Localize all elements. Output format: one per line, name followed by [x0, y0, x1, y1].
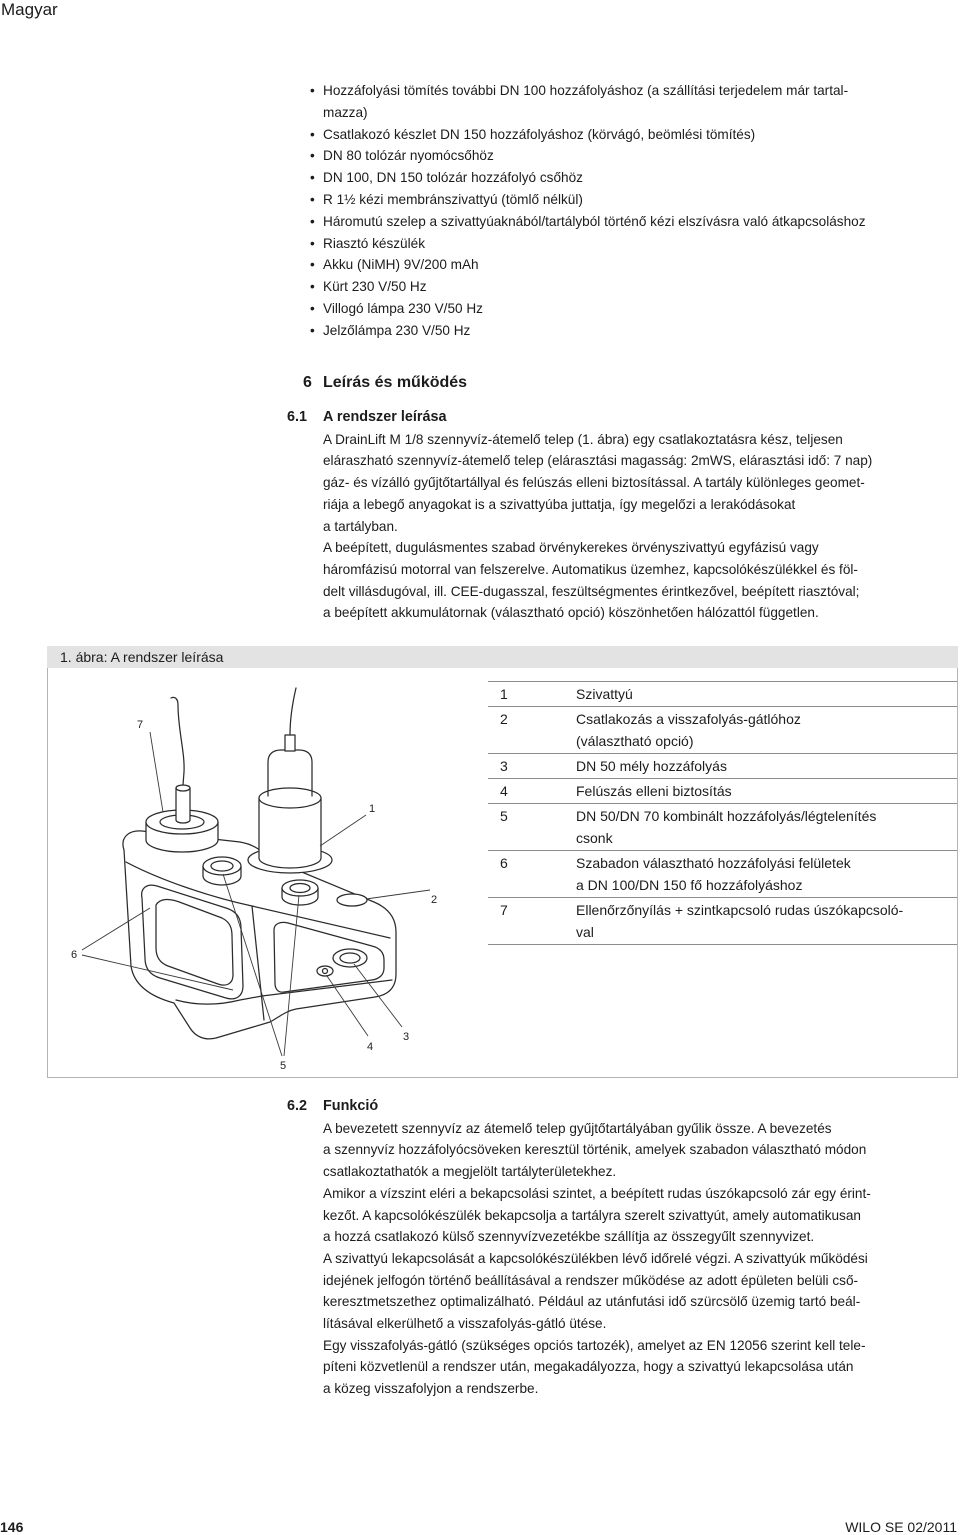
section-6-1	[287, 407, 957, 624]
callout-line-1	[320, 815, 366, 846]
legend-number: 1	[500, 686, 508, 702]
figure-caption-bar	[47, 646, 958, 668]
callout-1: 1	[369, 803, 376, 815]
callout-line-7	[150, 732, 163, 812]
legend-text	[576, 779, 957, 803]
paragraph-line: píteni közvetlenül a rendszer után, megakadályozza, hogy a szivattyú lekapcsolása után	[323, 1359, 854, 1375]
legend-text	[576, 754, 957, 778]
paragraph-line: riája a lebegő anyagokat is a szivattyúba juttatja, így megelőzi a lerakódásokat	[323, 496, 796, 512]
paragraph-line: kezőt. A kapcsolókészülék bekapcsolja a tartályra szerelt szivattyút, amely automatikusan	[323, 1207, 861, 1223]
legend-line: Felúszás elleni biztosítás	[576, 783, 732, 799]
list-item: • Hozzáfolyási tömítés további DN 100 hozzáfolyáshoz (a szállítási terjedelem már tartal-	[310, 80, 955, 102]
list-item-continuation: mazza)	[323, 104, 368, 120]
paragraph-line: a tartályban.	[323, 518, 398, 534]
list-item: • Riasztó készülék	[310, 233, 955, 255]
legend-row	[488, 778, 957, 803]
legend-row	[488, 681, 957, 706]
list-item: • R 1½ kézi membránszivattyú (tömlő nélkül)	[310, 189, 955, 211]
figure-caption: 1. ábra: A rendszer leírása	[60, 649, 224, 665]
paragraph-line: idejének jelfogón történő beállításával a rendszer működése az adott épületen belüli cső-	[323, 1272, 859, 1288]
paragraph-line: a szennyvíz hozzáfolyócsöveken keresztül történik, amelyek szabadon választható módon	[323, 1142, 867, 1158]
legend-number: 3	[500, 758, 508, 774]
paragraph-line: A bevezetett szennyvíz az átemelő telep gyűjtőtartályában gyűlik össze. A bevezetés	[323, 1120, 832, 1136]
check-valve-connection	[337, 894, 367, 906]
callout-6: 6	[71, 949, 78, 961]
accessories-list	[310, 80, 957, 342]
legend-line: a DN 100/DN 150 fő hozzáfolyáshoz	[576, 877, 803, 893]
list-item: • Kürt 230 V/50 Hz	[310, 276, 955, 298]
paragraph-line: keresztmetszethez optimalizálható. Például az utánfutási idő szürcsölő üzemig tartó beál-	[323, 1294, 861, 1310]
list-item: • Akku (NiMH) 9V/200 mAh	[310, 254, 955, 276]
legend-number: 7	[500, 902, 508, 918]
subsection-title: Funkció	[323, 1098, 379, 1114]
subsection-heading	[287, 407, 957, 429]
section-number: 6	[303, 374, 312, 391]
paragraph-line: háromfázisú motorral van felszerelve. Automatikus üzemhez, kapcsolókészülékkel és föl-	[323, 561, 858, 577]
figure-legend	[488, 681, 957, 945]
callout-4: 4	[367, 1041, 374, 1053]
legend-text	[576, 682, 957, 706]
legend-line: Csatlakozás a visszafolyás-gátlóhoz	[576, 711, 801, 727]
paragraph-line: A beépített, dugulásmentes szabad örvénykerekes örvényszivattyú egyfázisú vagy	[323, 540, 819, 556]
section-6-2	[287, 1096, 957, 1400]
publisher-edition: WILO SE 02/2011	[845, 1519, 957, 1535]
inlet-socket-right	[282, 880, 318, 896]
legend-line: Szivattyú	[576, 686, 633, 702]
system-illustration	[47, 678, 488, 1078]
section-title: Leírás és működés	[323, 374, 468, 391]
callout-line-2	[366, 890, 430, 899]
paragraph-line: gáz- és vízálló gyűjtőtartállyal és felúszás elleni biztosítással. A tartály különleges geomet-	[323, 475, 865, 491]
float-switch-cable	[171, 697, 184, 785]
deep-inlet	[333, 949, 367, 967]
anti-float-fixing	[317, 966, 333, 976]
page-number: 146	[0, 1519, 24, 1535]
legend-number: 2	[500, 711, 508, 727]
subsection-heading	[287, 1096, 957, 1118]
paragraph-line: a közeg visszafolyjon a rendszerbe.	[323, 1381, 539, 1397]
section-heading-6	[303, 372, 468, 394]
list-item: • Csatlakozó készlet DN 150 hozzáfolyáshoz (körvágó, beömlési tömítés)	[310, 124, 955, 146]
legend-line: DN 50/DN 70 kombinált hozzáfolyás/légtelenítés	[576, 808, 877, 824]
paragraph-line: csatlakoztathatók a megjelölt tartályterületekhez.	[323, 1164, 617, 1180]
legend-line: csonk	[576, 830, 613, 846]
cable-gland	[285, 735, 295, 751]
language-label: Magyar	[1, 0, 58, 19]
callout-5: 5	[280, 1060, 287, 1072]
legend-row	[488, 850, 957, 897]
power-cable	[290, 688, 296, 735]
legend-row	[488, 753, 957, 778]
list-item: • Háromutú szelep a szivattyúaknából/tartályból történő kézi elszívásra való átkapcsoláshoz	[310, 211, 955, 233]
list-item: • DN 100, DN 150 tolózár hozzáfolyó csőhöz	[310, 167, 955, 189]
paragraph-line: Egy visszafolyás-gátló (szükséges opciós tartozék), amelyet az EN 12056 szerint kell tele-	[323, 1337, 866, 1353]
paragraph-line: lításával elkerülhető a visszafolyás-gátló ütése.	[323, 1316, 607, 1332]
paragraph-line: a beépített akkumulátornak (választható opció) köszönhetően hálózattól független.	[323, 605, 819, 621]
callout-3: 3	[403, 1031, 410, 1043]
float-switch-housing	[176, 788, 190, 823]
legend-text	[576, 851, 957, 897]
legend-text	[576, 898, 957, 944]
legend-line: DN 50 mély hozzáfolyás	[576, 758, 727, 774]
paragraph-line: delt villásdugóval, ill. CEE-dugasszal, feszültségmentes érintkezővel, beépített riasztóval;	[323, 583, 860, 599]
list-item: • Jelzőlámpa 230 V/50 Hz	[310, 320, 955, 342]
legend-line: Szabadon választható hozzáfolyási felületek	[576, 855, 851, 871]
list-item: • Villogó lámpa 230 V/50 Hz	[310, 298, 955, 320]
callout-7: 7	[137, 719, 144, 731]
inlet-socket-left	[203, 857, 241, 875]
legend-text	[576, 707, 957, 753]
paragraph-line: eláraszható szennyvíz-átemelő telep (elárasztási magasság: 2mWS, elárasztási idő: 7 nap)	[323, 453, 873, 469]
legend-number: 5	[500, 808, 508, 824]
list-item: • DN 80 tolózár nyomócsőhöz	[310, 145, 955, 167]
subsection-number: 6.2	[287, 1098, 308, 1114]
legend-number: 4	[500, 783, 508, 799]
float-switch-cap	[176, 785, 190, 791]
legend-row	[488, 897, 957, 945]
legend-row	[488, 706, 957, 753]
legend-text	[576, 804, 957, 850]
legend-row	[488, 803, 957, 850]
subsection-number: 6.1	[287, 409, 308, 425]
callout-2: 2	[431, 894, 438, 906]
legend-line: val	[576, 924, 594, 940]
legend-line: Ellenőrzőnyílás + szintkapcsoló rudas úszókapcsoló-	[576, 902, 904, 918]
legend-number: 6	[500, 855, 508, 871]
paragraph-line: A szivattyú lekapcsolását a kapcsolókészülékben lévő időrelé végzi. A szivattyúk működési	[323, 1250, 868, 1266]
paragraph-line: A DrainLift M 1/8 szennyvíz-átemelő telep (1. ábra) egy csatlakoztatásra kész, teljesen	[323, 431, 843, 447]
subsection-title: A rendszer leírása	[323, 409, 447, 425]
paragraph-line: a hozzá csatlakozó külső szennyvízvezetékbe szállítja az összegyűlt szennyvizet.	[323, 1229, 815, 1245]
paragraph-line: Amikor a vízszint eléri a bekapcsolási szintet, a beépített rudas úszókapcsoló zár egy érint-	[323, 1185, 871, 1201]
legend-line: (választható opció)	[576, 733, 694, 749]
